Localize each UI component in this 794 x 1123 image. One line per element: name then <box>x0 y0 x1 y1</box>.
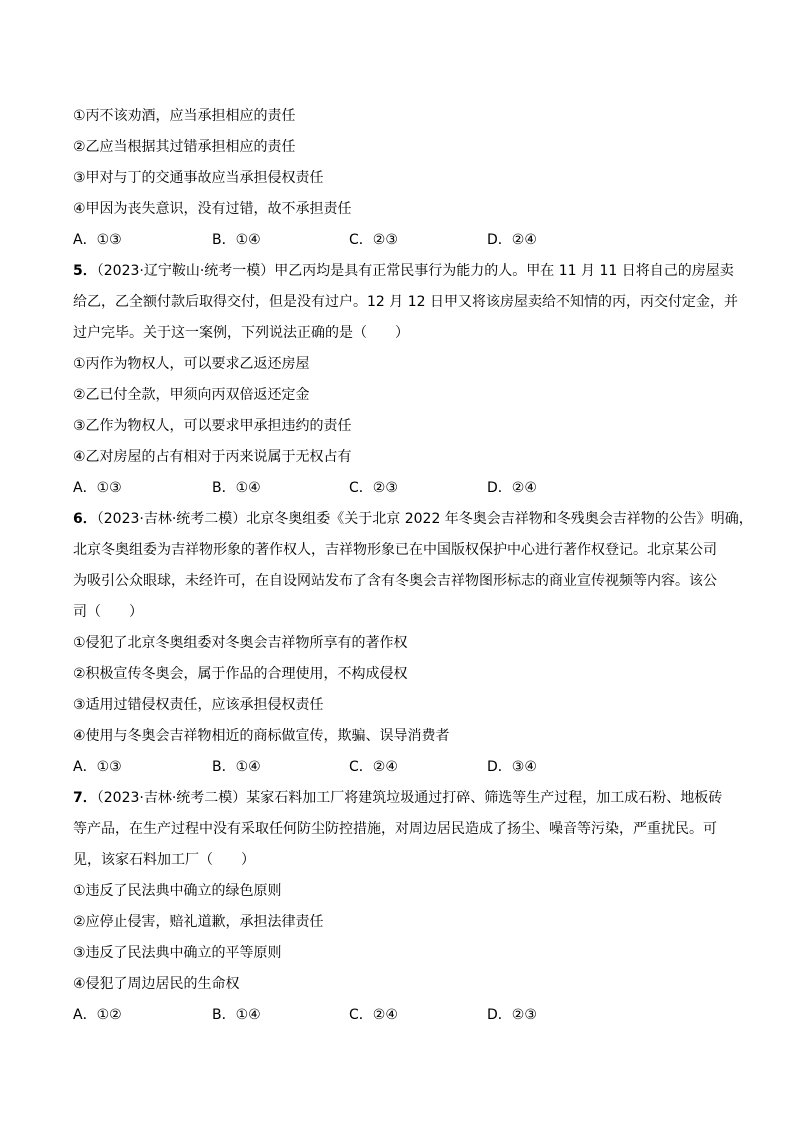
question-stem-line-3: 为吸引公众眼球，未经许可，在自设网站发布了含有冬奥会吉祥物图形标志的商业宣传视频等内容。该公 <box>73 573 717 589</box>
answer-options <box>73 752 723 783</box>
question-stem-line-3: 过户完毕。关于这一案例，下列说法正确的是（ ） <box>73 325 409 341</box>
choice-3: ③甲对与丁的交通事故应当承担侵权责任 <box>73 170 324 186</box>
question-stem-line-3: 见，该家石料加工厂（ ） <box>73 852 255 868</box>
option-d: D．②④ <box>487 480 537 496</box>
question-stem-line-1: 7．（2023·吉林·统考二模）某家石料加工厂将建筑垃圾通过打碎、筛选等生产过程，加工成石粉、地板砖 <box>73 790 723 806</box>
choice-2: ②乙已付全款，甲须向丙双倍返还定金 <box>73 387 310 403</box>
option-c: C．②③ <box>349 480 398 496</box>
answer-options <box>73 225 723 256</box>
question-stem-line-4: 司（ ） <box>73 604 143 620</box>
answer-options <box>73 1000 723 1031</box>
option-a: A．①③ <box>73 232 122 248</box>
option-b: B．①④ <box>212 232 261 248</box>
option-a: A．①③ <box>73 480 122 496</box>
choice-4: ④乙对房屋的占有相对于丙来说属于无权占有 <box>73 449 352 465</box>
option-a: A．①③ <box>73 759 122 775</box>
choice-3: ③违反了民法典中确立的平等原则 <box>73 945 282 961</box>
option-d: D．②③ <box>487 1007 537 1023</box>
question-stem-line-2: 给乙，乙全额付款后取得交付，但是没有过户。12 月 12 日甲又将该房屋卖给不知情的丙，丙交付定金，并 <box>73 294 738 310</box>
choice-2: ②积极宣传冬奥会，属于作品的合理使用，不构成侵权 <box>73 666 408 682</box>
choice-1: ①违反了民法典中确立的绿色原则 <box>73 883 282 899</box>
option-b: B．①④ <box>212 480 261 496</box>
option-a: A．①② <box>73 1007 122 1023</box>
choice-3: ③乙作为物权人，可以要求甲承担违约的责任 <box>73 418 352 434</box>
choice-4: ④甲因为丧失意识，没有过错，故不承担责任 <box>73 201 352 217</box>
choice-2: ②乙应当根据其过错承担相应的责任 <box>73 139 296 155</box>
question-6 <box>73 504 753 783</box>
option-c: C．②④ <box>349 759 398 775</box>
choice-4: ④侵犯了周边居民的生命权 <box>73 976 240 992</box>
answer-options <box>73 473 723 504</box>
question-number: 6． <box>73 511 97 527</box>
choice-3: ③适用过错侵权责任，应该承担侵权责任 <box>73 697 324 713</box>
choice-1: ①丙作为物权人，可以要求乙返还房屋 <box>73 356 310 372</box>
question-number: 5． <box>73 263 97 279</box>
option-c: C．②④ <box>349 1007 398 1023</box>
choice-4: ④使用与冬奥会吉祥物相近的商标做宣传，欺骗、误导消费者 <box>73 728 450 744</box>
choice-1: ①侵犯了北京冬奥组委对冬奥会吉祥物所享有的著作权 <box>73 635 408 651</box>
question-continued <box>73 101 723 256</box>
question-stem-line-2: 北京冬奥组委为吉祥物形象的著作权人，吉祥物形象已在中国版权保护中心进行著作权登记。北京某公司 <box>73 542 717 558</box>
question-5 <box>73 256 738 504</box>
question-stem-line-1: 6．（2023·吉林·统考二模）北京冬奥组委《关于北京 2022 年冬奥会吉祥物和冬残奥会吉祥物的公告》明确， <box>73 511 753 527</box>
choice-1: ①丙不该劝酒，应当承担相应的责任 <box>73 108 296 124</box>
question-stem-line-2: 等产品，在生产过程中没有采取任何防尘防控措施，对周边居民造成了扬尘、噪音等污染，严重扰民。可 <box>73 821 717 837</box>
question-list <box>73 101 753 1031</box>
choice-2: ②应停止侵害，赔礼道歉，承担法律责任 <box>73 914 324 930</box>
option-b: B．①④ <box>212 1007 261 1023</box>
option-b: B．①④ <box>212 759 261 775</box>
option-d: D．③④ <box>487 759 537 775</box>
option-d: D．②④ <box>487 232 537 248</box>
question-7 <box>73 783 723 1031</box>
option-c: C．②③ <box>349 232 398 248</box>
question-stem-line-1: 5．（2023·辽宁鞍山·统考一模）甲乙丙均是具有正常民事行为能力的人。甲在 11 月 11 日将自己的房屋卖 <box>73 263 734 279</box>
question-number: 7． <box>73 790 97 806</box>
